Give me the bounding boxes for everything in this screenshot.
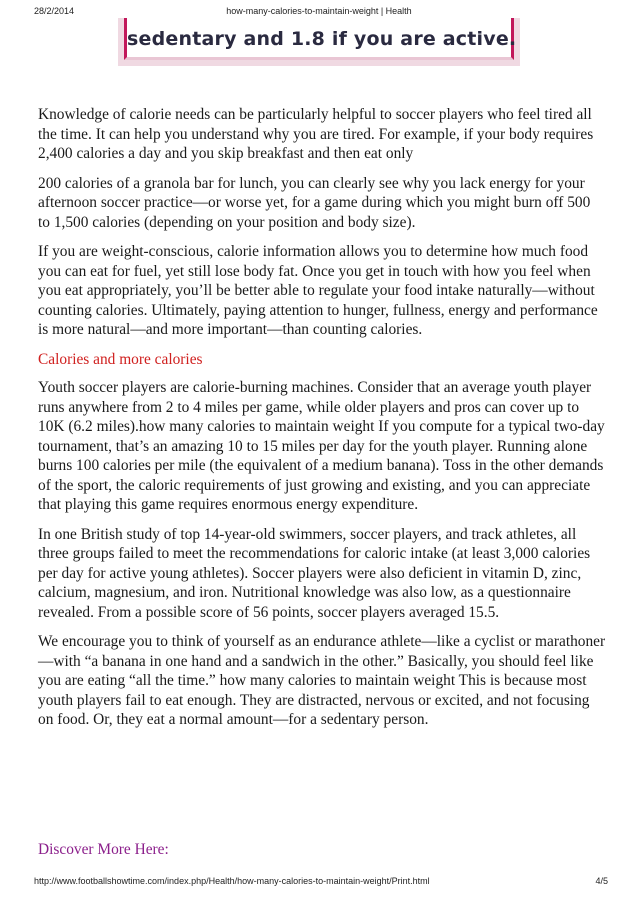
- print-url: http://www.footballshowtime.com/index.php/Health/how-many-calories-to-maintain-weight/Print.html: [34, 876, 430, 886]
- print-footer: [0, 876, 638, 888]
- print-header: [0, 6, 638, 18]
- paragraph: 200 calories of a granola bar for lunch, you can clearly see why you lack energy for your afternoon soccer practice—or worse yet, for a game during which you might burn off 500 to 1,500 calories (depending on your position and body size).: [38, 174, 591, 231]
- paragraph: Youth soccer players are calorie-burning machines. Consider that an average youth player runs anywhere from 2 to 4 miles per game, while older players and pros can cover up to 10K (6.2 miles).how many calories to maintain weight If you compute for a typical two-day tournament, that’s an amazing 10 to 15 miles per day for the youth player. Running alone burns 100 calories per mile (the equivalent of a medium banana). Toss in the other demands of the sport, the caloric requirements of just growing and existing, and you can appreciate that playing this game requires enormous energy expenditure.: [38, 379, 605, 513]
- print-page-title: how-many-calories-to-maintain-weight | Health: [226, 6, 412, 16]
- article-body: [38, 105, 606, 740]
- paragraph: In one British study of top 14-year-old swimmers, soccer players, and track athletes, all three groups failed to meet the recommendations for caloric intake (at least 3,000 calories per day for active young athletes). Soccer players were also deficient in vitamin D, zinc, calcium, magnesium, and iron. Nutritional knowledge was also low, as a questionnaire revealed. From a possible score of 56 points, soccer players averaged 15.5.: [38, 525, 591, 621]
- paragraph: Knowledge of calorie needs can be particularly helpful to soccer players who feel tired all the time. It can help you understand why you are tired. For example, if your body requires 2,400 calories a day and you skip breakfast and then eat only: [38, 106, 594, 162]
- paragraph: We encourage you to think of yourself as an endurance athlete—like a cyclist or marathoner—with “a banana in one hand and a sandwich in the other.” Basically, you should feel like you are eating “all the time.” how many calories to maintain weight This is because most youth players fail to eat enough. They are distracted, nervous or excited, and not focusing on food. Or, they eat a normal amount—for a sedentary person.: [38, 633, 606, 728]
- page-number: 4/5: [595, 876, 608, 886]
- paragraph: If you are weight-conscious, calorie information allows you to determine how much food you can eat for fuel, yet still lose body fat. Once you get in touch with how you feel when you eat appropriately, you’ll be better able to regulate your food intake naturally—without counting calories. Ultimately, paying attention to hunger, fullness, energy and performance is more natural—and more important—than counting calories.: [38, 243, 598, 338]
- banner-text: sedentary and 1.8 if you are active.: [127, 28, 517, 50]
- banner-frame: [124, 18, 517, 60]
- discover-more-link[interactable]: Discover More Here:: [38, 841, 169, 858]
- banner-image: [118, 18, 520, 66]
- section-heading: Calories and more calories: [38, 350, 203, 368]
- print-date: 28/2/2014: [34, 6, 75, 16]
